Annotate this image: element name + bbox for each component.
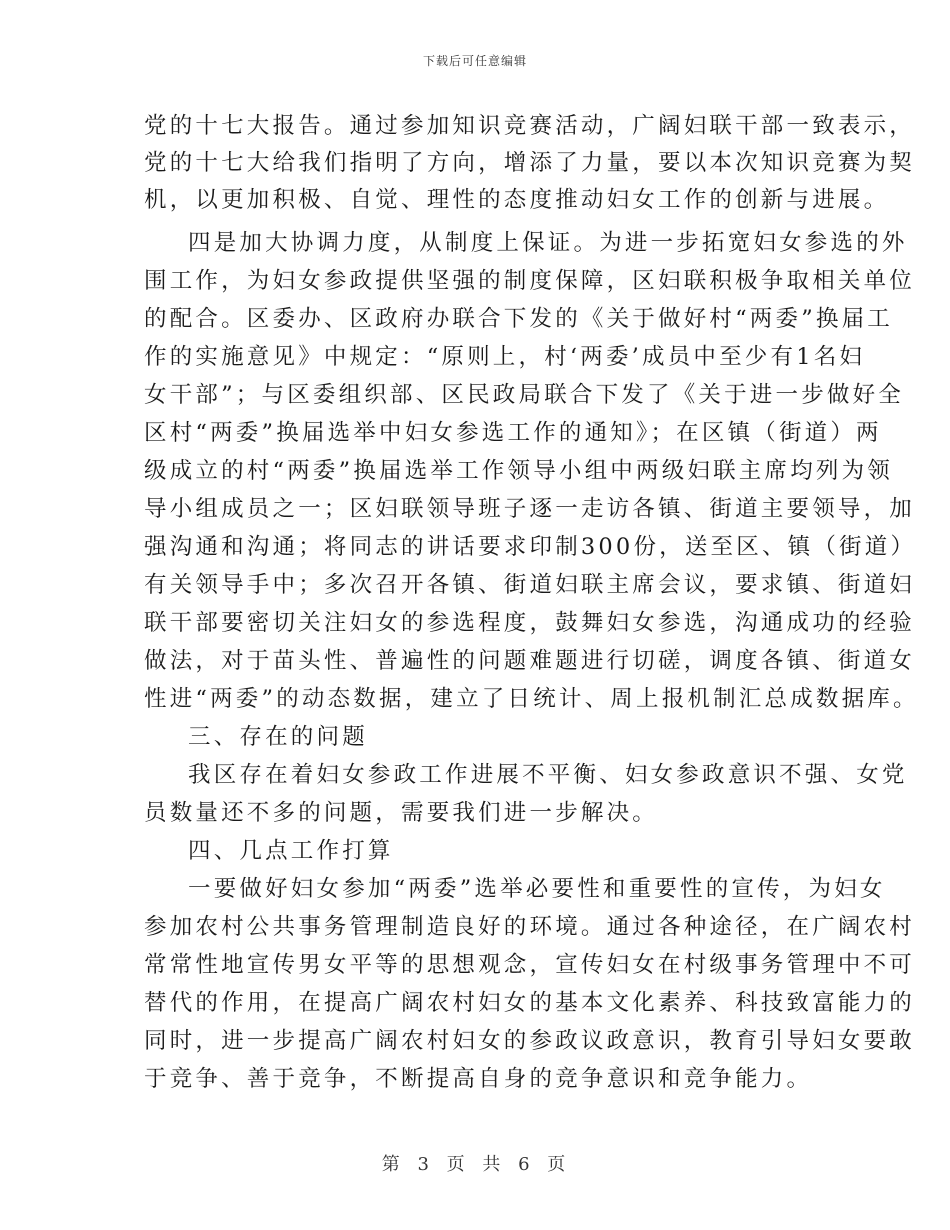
page-footer: 第 3 页 共 6 页	[381, 1154, 569, 1175]
paragraph-line: 机，以更加积极、自觉、理性的态度推动妇女工作的创新与进展。	[144, 187, 890, 213]
paragraph-line: 作的实施意见》中规定：“原则上，村‘两委’成员中至少有1名妇	[144, 344, 866, 370]
paragraph-line: 我区存在着妇女参政工作进展不平衡、妇女参政意识不强、女党	[188, 762, 908, 788]
paragraph-line: 强沟通和沟通；将同志的讲话要求印制300份，送至区、镇（街道）	[144, 534, 917, 560]
paragraph-line: 同时，进一步提高广阔农村妇女的参政议政意识，教育引导妇女要敢	[144, 1028, 916, 1054]
paragraph-line: 一要做好妇女参加“两委”选举必要性和重要性的宣传，为妇女	[188, 876, 886, 902]
paragraph-line: 四是加大协调力度，从制度上保证。为进一步拓宽妇女参选的外	[188, 230, 908, 256]
paragraph-line: 党的十七大给我们指明了方向，增添了力量，要以本次知识竞赛为契	[144, 150, 916, 176]
paragraph-line: 党的十七大报告。通过参加知识竞赛活动，广阔妇联干部一致表示，	[144, 113, 916, 139]
paragraph-line: 联干部要密切关注妇女的参选程度，鼓舞妇女参选，沟通成功的经验	[144, 610, 916, 636]
section-heading: 三、存在的问题	[188, 724, 368, 750]
paragraph-line: 员数量还不多的问题，需要我们进一步解决。	[144, 800, 659, 826]
paragraph-line: 级成立的村“两委”换届选举工作领导小组中两级妇联主席均列为领	[144, 458, 894, 484]
paragraph-line: 区村“两委”换届选举中妇女参选工作的通知》；在区镇（街道）两	[144, 420, 882, 446]
paragraph-line: 常常性地宣传男女平等的思想观念，宣传妇女在村级事务管理中不可	[144, 952, 916, 978]
paragraph-line: 的配合。区委办、区政府办联合下发的《关于做好村“两委”换届工	[144, 306, 894, 332]
paragraph-line: 有关领导手中；多次召开各镇、街道妇联主席会议，要求镇、街道妇	[144, 572, 916, 598]
paragraph-line: 替代的作用，在提高广阔农村妇女的基本文化素养、科技致富能力的	[144, 990, 916, 1016]
paragraph-line: 性进“两委”的动态数据，建立了日统计、周上报机制汇总成数据库。	[144, 686, 919, 712]
section-heading: 四、几点工作打算	[188, 838, 394, 864]
paragraph-line: 参加农村公共事务管理制造良好的环境。通过各种途径，在广阔农村	[144, 914, 916, 940]
paragraph-line: 围工作，为妇女参政提供坚强的制度保障，区妇联积极争取相关单位	[144, 268, 916, 294]
paragraph-line: 女干部”；与区委组织部、区民政局联合下发了《关于进一步做好全	[144, 382, 905, 408]
page-header: 下载后可任意编辑	[422, 54, 527, 68]
paragraph-line: 于竞争、善于竞争，不断提高自身的竞争意识和竞争能力。	[144, 1066, 813, 1092]
paragraph-line: 做法，对于苗头性、普遍性的问题难题进行切磋，调度各镇、街道女	[144, 648, 916, 674]
paragraph-line: 导小组成员之一；区妇联领导班子逐一走访各镇、街道主要领导，加	[144, 496, 916, 522]
